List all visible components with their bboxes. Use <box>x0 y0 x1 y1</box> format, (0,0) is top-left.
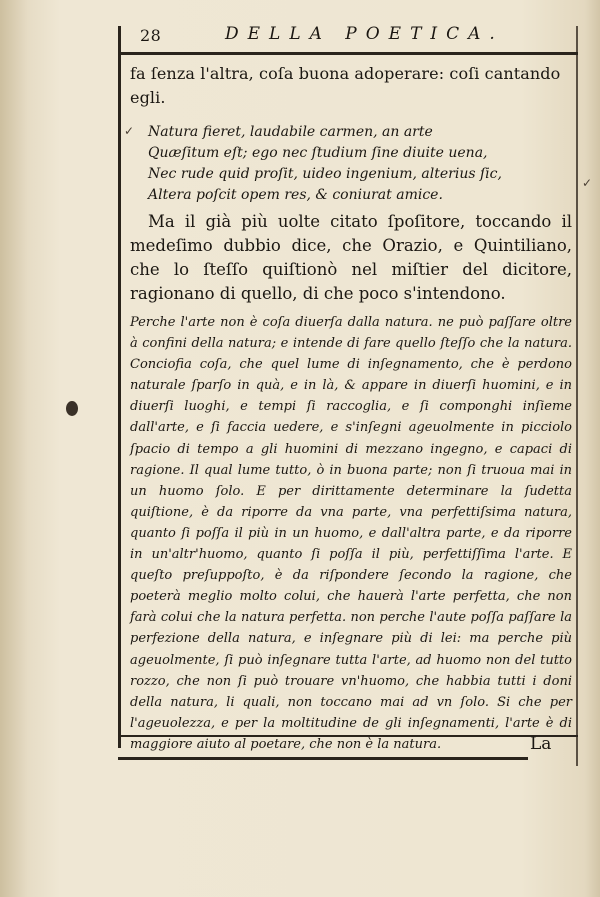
page-number: 28 <box>140 26 162 45</box>
verse-line: Quæſitum eſt; ego nec ſtudium ſine diuite uena, <box>148 145 488 161</box>
footer-rule-lower <box>118 757 528 760</box>
ink-blot-mark <box>66 401 78 416</box>
header-rule <box>118 52 578 55</box>
paragraph-commentary: Ma il già più uolte citato ſpoſitore, toccando il medeſimo dubbio dice, che Orazio, e Quintiliano, che lo ſteſſo quiſtionò nel miſtier del dicitore, ragionano di quello, di che poco s'intendono. <box>130 212 572 303</box>
running-head: DELLA POETICA. <box>225 24 504 44</box>
verse-line: Nec rude quid proſit, uideo ingenium, alterius ſic, <box>148 166 502 182</box>
frame-rule-left <box>118 26 121 748</box>
margin-mark: ✓ <box>582 176 593 190</box>
frame-rule-right <box>576 26 578 766</box>
paragraph-italic-argument: Perche l'arte non è coſa diuerſa dalla natura. ne può paſſare oltre à confini della natura; e intende di fare quello ſteſſo che la natura. Conciofia coſa, che quel lume di inſegnamento, che è perdono naturale ſparſo in quà, e in là, & appare in diuerſi huomini, e in diuerſi luoghi, e tempi ſi raccoglia, e ſi componghi inſieme dall'arte, e ſi faccia uedere, e s'inſegni ageuolmente in picciolo ſpacio di tempo a gli huomini di mezzano ingegno, e capaci di ragione. Il qual lume tutto, ò in buona parte; non ſi truoua mai in un huomo ſolo. E per dirittamente determinare la ſudetta quiſtione, è da riporre da vna parte, vna perfettiſsima natura, quanto ſi poſſa il più in un huomo, e dall'altra parte, e da riporre in un'altr'huomo, quanto ſi poſſa il più, perfettiſſima l'arte. E queſto preſuppoſto, è da riſpondere ſecondo la ragione, che poeterà meglio molto colui, che hauerà l'arte perfetta, che non farà colui che la natura perfetta. non perche l'aute poſſa paſſare la perfezione della natura, e inſegnare più di lei: ma perche più ageuolmente, ſi può inſegnare tutta l'arte, ad huomo non del tutto rozzo, che non ſi può trouare vn'huomo, che habbia tutti i doni della natura, li quali, non toccano mai ad vn ſolo. Si che per l'ageuolezza, e per la moltitudine de gli inſegnamenti, l'arte è di maggiore aiuto al poetare, che non è la natura. <box>130 315 572 752</box>
intro-text: fa ſenza l'altra, coſa buona adoperare: coſi cantando egli. <box>130 64 561 107</box>
catchword: La <box>530 734 552 754</box>
verse-line: Natura fieret, laudabile carmen, an arte <box>148 124 433 140</box>
latin-verse-quote <box>148 122 548 206</box>
verse-line: Altera poſcit opem res, & coniurat amice. <box>148 187 443 203</box>
margin-mark: ✓ <box>124 124 135 138</box>
